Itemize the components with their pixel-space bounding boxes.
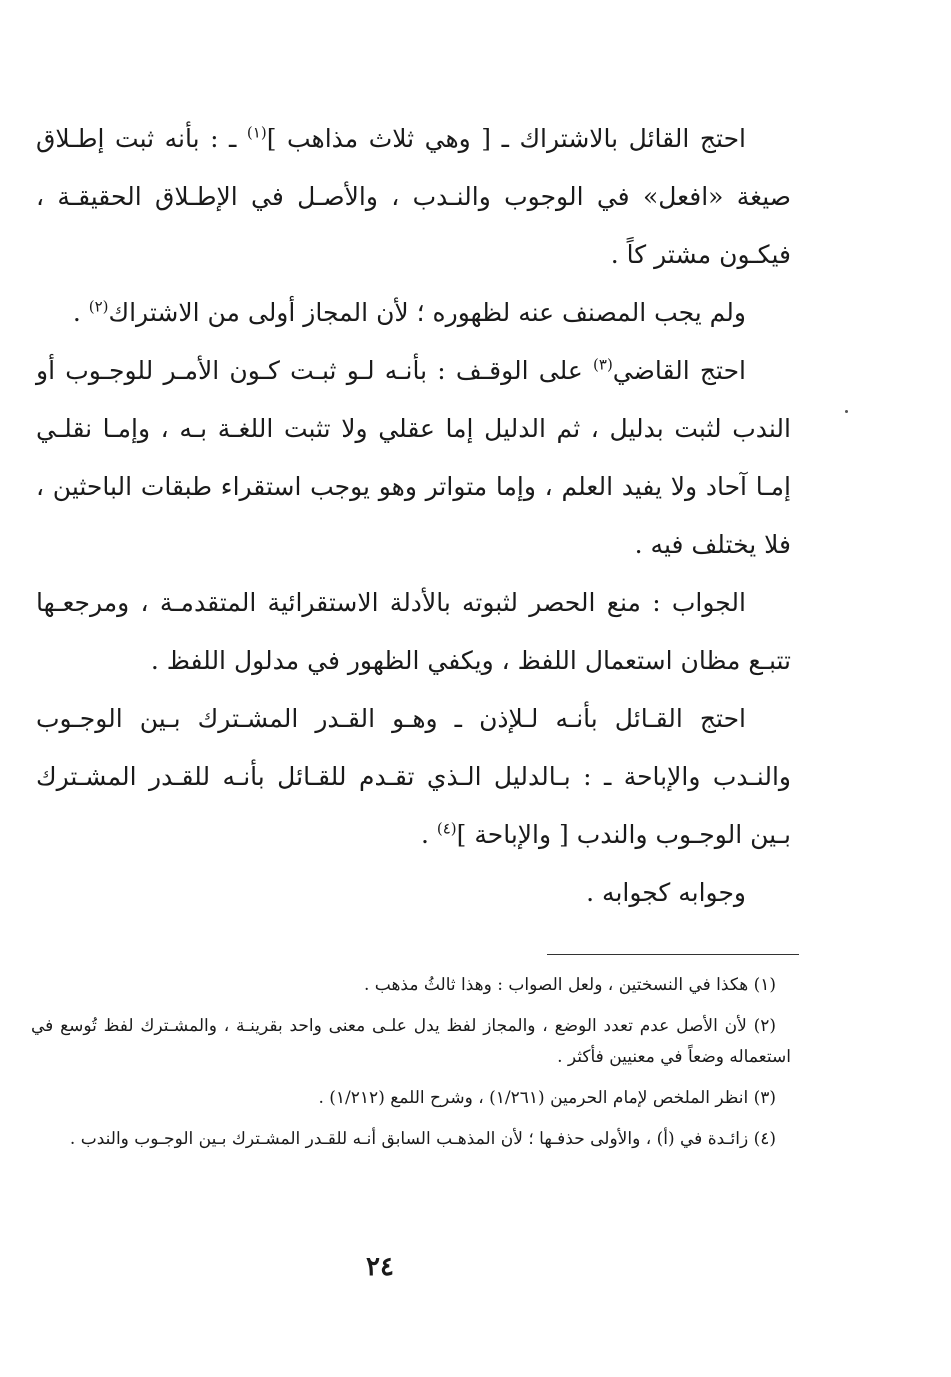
main-text — [36, 110, 791, 922]
paragraph-1 — [36, 110, 791, 284]
footnote-3: (٣) انظر الملخص لإمام الحرمين (١/٢٦١) ، وشرح اللمع (١/٢١٢) . — [318, 1088, 776, 1108]
footnote-2: (٢) لأن الأصل عدم تعدد الوضع ، والمجاز لفظ يدل علـى معنى واحد بقرينـة ، والمشـترك لفظ تُوسع في استعماله وضعاً في معنيين فأكثر . — [31, 1016, 791, 1067]
footnote-ref-4: (٤) — [436, 819, 457, 838]
footnote-ref-2: (٢) — [88, 297, 109, 316]
paragraph-6: وجوابه كجوابه . — [586, 878, 746, 907]
paragraph-1-text-b: ـ : بأنه ثبت إطـلاق صيغة «افعل» في الوجوب والنـدب ، والأصـل في الإطـلاق الحقيقـة ، فيكـون مشتر كاً . — [36, 124, 791, 269]
footnote-4: (٤) زائـدة في (أ) ، والأولى حذفـها ؛ لأن المذهـب السابق أنـه للقـدر المشـترك بـين الوجـوب والندب . — [69, 1129, 776, 1149]
page-number: ٢٤ — [366, 1252, 394, 1282]
footnote-1: (١) هكذا في النسختين ، ولعل الصواب : وهذا ثالثُ مذهب . — [363, 975, 776, 995]
paragraph-1-text-a: احتج القائل بالاشتراك ـ [ وهي ثلاث مذاهب ] — [266, 124, 746, 153]
paragraph-5-text-a: احتج القـائل بأنـه لـلإذن ـ وهـو القـدر المشـترك بـين الوجـوب والنـدب والإباحة ـ : بـالدليل الـذي تقـدم للقـائل بأنـه للقـدر المشـترك بـين الوجـوب والندب [ والإباحة ] — [36, 704, 791, 849]
paragraph-2-text-b: . — [72, 298, 89, 327]
scan-speck — [845, 410, 848, 413]
paragraph-5 — [36, 690, 791, 864]
footnote-ref-3: (٣) — [593, 355, 613, 374]
footnote-separator — [547, 954, 799, 955]
paragraph-5-text-b: . — [420, 820, 437, 849]
paragraph-4: الجواب : منع الحصر لثبوته بالأدلة الاستقرائية المتقدمـة ، ومرجعـها تتبـع مظان استعمال اللفظ ، ويكفي الظهور في مدلول اللفظ . — [36, 588, 791, 675]
paragraph-2 — [36, 284, 791, 342]
footnotes — [31, 970, 791, 1165]
paragraph-3-text-a: احتج القاضي — [612, 356, 746, 385]
paragraph-3 — [36, 342, 791, 574]
paragraph-3-text-b: على الوقـف : بأنـه لـو ثبـت كـون الأمـر للوجـوب أو الندب لثبت بدليل ، ثم الدليل إما عقلي ولا تثبت اللغـة بـه ، وإمـا نقلـي إمـا آحاد ولا يفيد العلم ، وإما متواتر وهو يوجب استقراء طبقات الباحثين ، فلا يختلف فيه . — [36, 356, 791, 559]
footnote-ref-1: (١) — [246, 123, 267, 142]
paragraph-2-text-a: ولم يجب المصنف عنه لظهوره ؛ لأن المجاز أولى من الاشتراك — [108, 298, 746, 327]
